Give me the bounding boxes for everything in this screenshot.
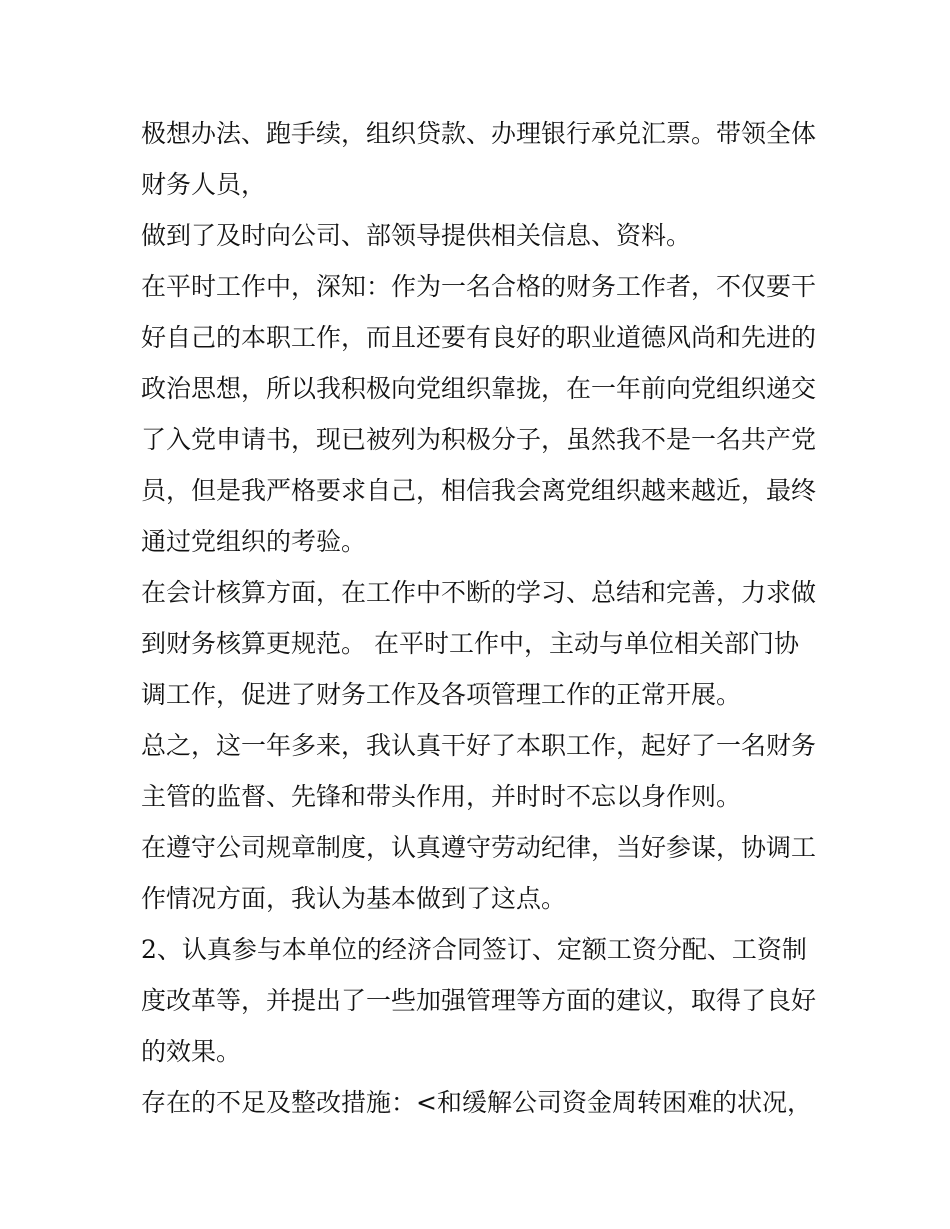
text-line: 做到了及时向公司、部领导提供相关信息、资料。 (141, 221, 692, 250)
document-body (141, 108, 821, 1128)
text-line: 的效果。 (141, 1037, 242, 1066)
text-line: 好自己的本职工作，而且还要有良好的职业道德风尚和先进的 (141, 323, 817, 352)
text-line: 通过党组织的考验。 (141, 527, 367, 556)
text-line: 财务人员， (141, 170, 267, 199)
text-line: 到财务核算更规范。 在平时工作中，主动与单位相关部门协 (141, 629, 799, 658)
text-line: 2、认真参与本单位的经济合同签订、定额工资分配、工资制 (141, 935, 807, 964)
text-line: 在遵守公司规章制度，认真遵守劳动纪律，当好参谋，协调工 (141, 833, 817, 862)
text-line: 政治思想，所以我积极向党组织靠拢，在一年前向党组织递交 (141, 374, 817, 403)
text-line: 在会计核算方面，在工作中不断的学习、总结和完善，力求做 (141, 578, 817, 607)
text-line: 员，但是我严格要求自己，相信我会离党组织越来越近，最终 (141, 476, 817, 505)
text-line: 作情况方面，我认为基本做到了这点。 (141, 884, 567, 913)
text-line: 总之，这一年多来，我认真干好了本职工作，起好了一名财务 (141, 731, 817, 760)
text-line: 度改革等，并提出了一些加强管理等方面的建议，取得了良好 (141, 986, 817, 1015)
text-line: 在平时工作中，深知：作为一名合格的财务工作者，不仅要干 (141, 272, 817, 301)
text-line: 了入党申请书，现已被列为积极分子，虽然我不是一名共产党 (141, 425, 817, 454)
text-line: 极想办法、跑手续，组织贷款、办理银行承兑汇票。带领全体 (141, 119, 817, 148)
text-line: 调工作，促进了财务工作及各项管理工作的正常开展。 (141, 680, 742, 709)
text-line: 主管的监督、先锋和带头作用，并时时不忘以身作则。 (141, 782, 742, 811)
text-line: 存在的不足及整改措施：<和缓解公司资金周转困难的状况， (141, 1088, 812, 1117)
